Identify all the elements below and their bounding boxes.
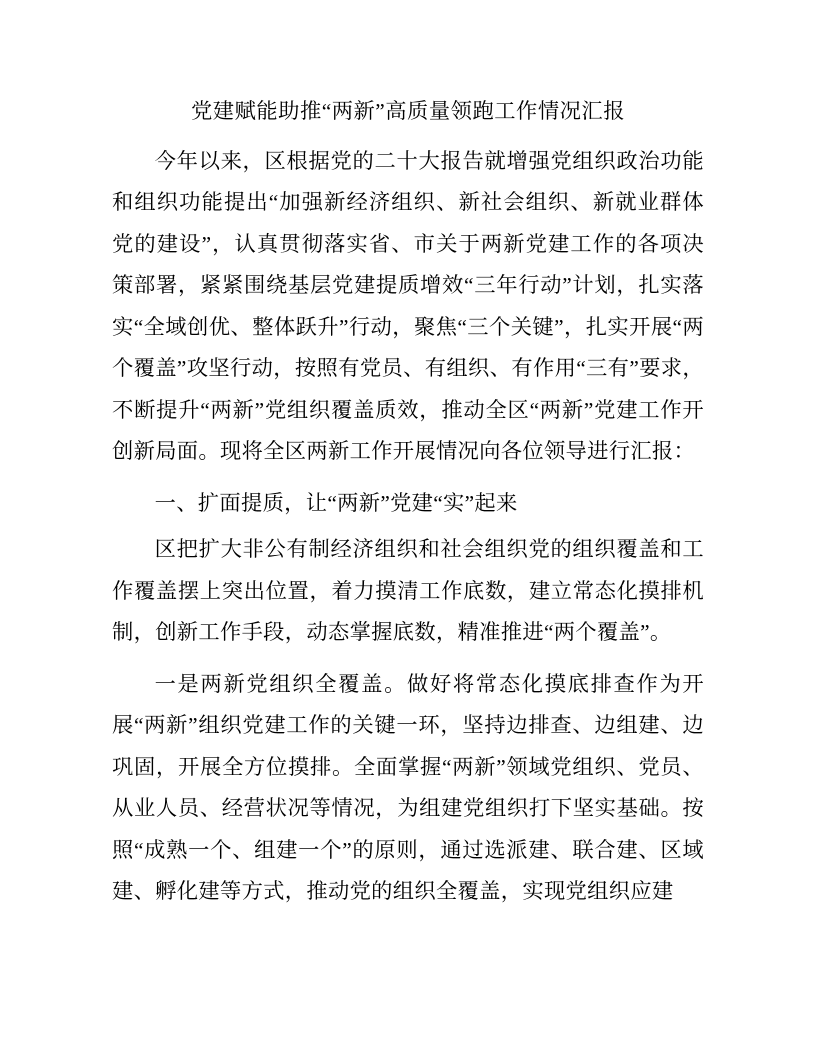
paragraph-3: 一是两新党组织全覆盖。做好将常态化摸底排查作为开展“两新”组织党建工作的关键一环，坚持边排查、边组建、边巩固，开展全方位摸排。全面掌握“两新”领域党组织、党员、从业人员、经营状况等情况，为组建党组织打下坚实基础。按照“成熟一个、组建一个”的原则，通过选派建、联合建、区域建、孵化建等方式，推动党的组织全覆盖，实现党组织应建	[112, 671, 704, 903]
paragraph-2: 区把扩大非公有制经济组织和社会组织党的组织覆盖和工作覆盖摆上突出位置，着力摸清工作底数，建立常态化摸排机制，创新工作手段，动态掌握底数，精准推进“两个覆盖”。	[112, 537, 704, 644]
document-title: 党建赋能助推“两新”高质量领跑工作情况汇报	[190, 99, 626, 123]
section-heading-1: 一、扩面提质，让“两新”党建“实”起来	[154, 490, 518, 515]
intro-paragraph: 今年以来，区根据党的二十大报告就增强党组织政治功能和组织功能提出“加强新经济组织、新社会组织、新就业群体党的建设”，认真贯彻落实省、市关于两新党建工作的各项决策部署，紧紧围绕基层党建提质增效“三年行动”计划，扎实落实“全域创优、整体跃升”行动，聚焦“三个关键”，扎实开展“两个覆盖”攻坚行动，按照有党员、有组织、有作用“三有”要求，不断提升“两新”党组织覆盖质效，推动全区“两新”党建工作开创新局面。现将全区两新工作开展情况向各位领导进行汇报：	[112, 148, 704, 463]
